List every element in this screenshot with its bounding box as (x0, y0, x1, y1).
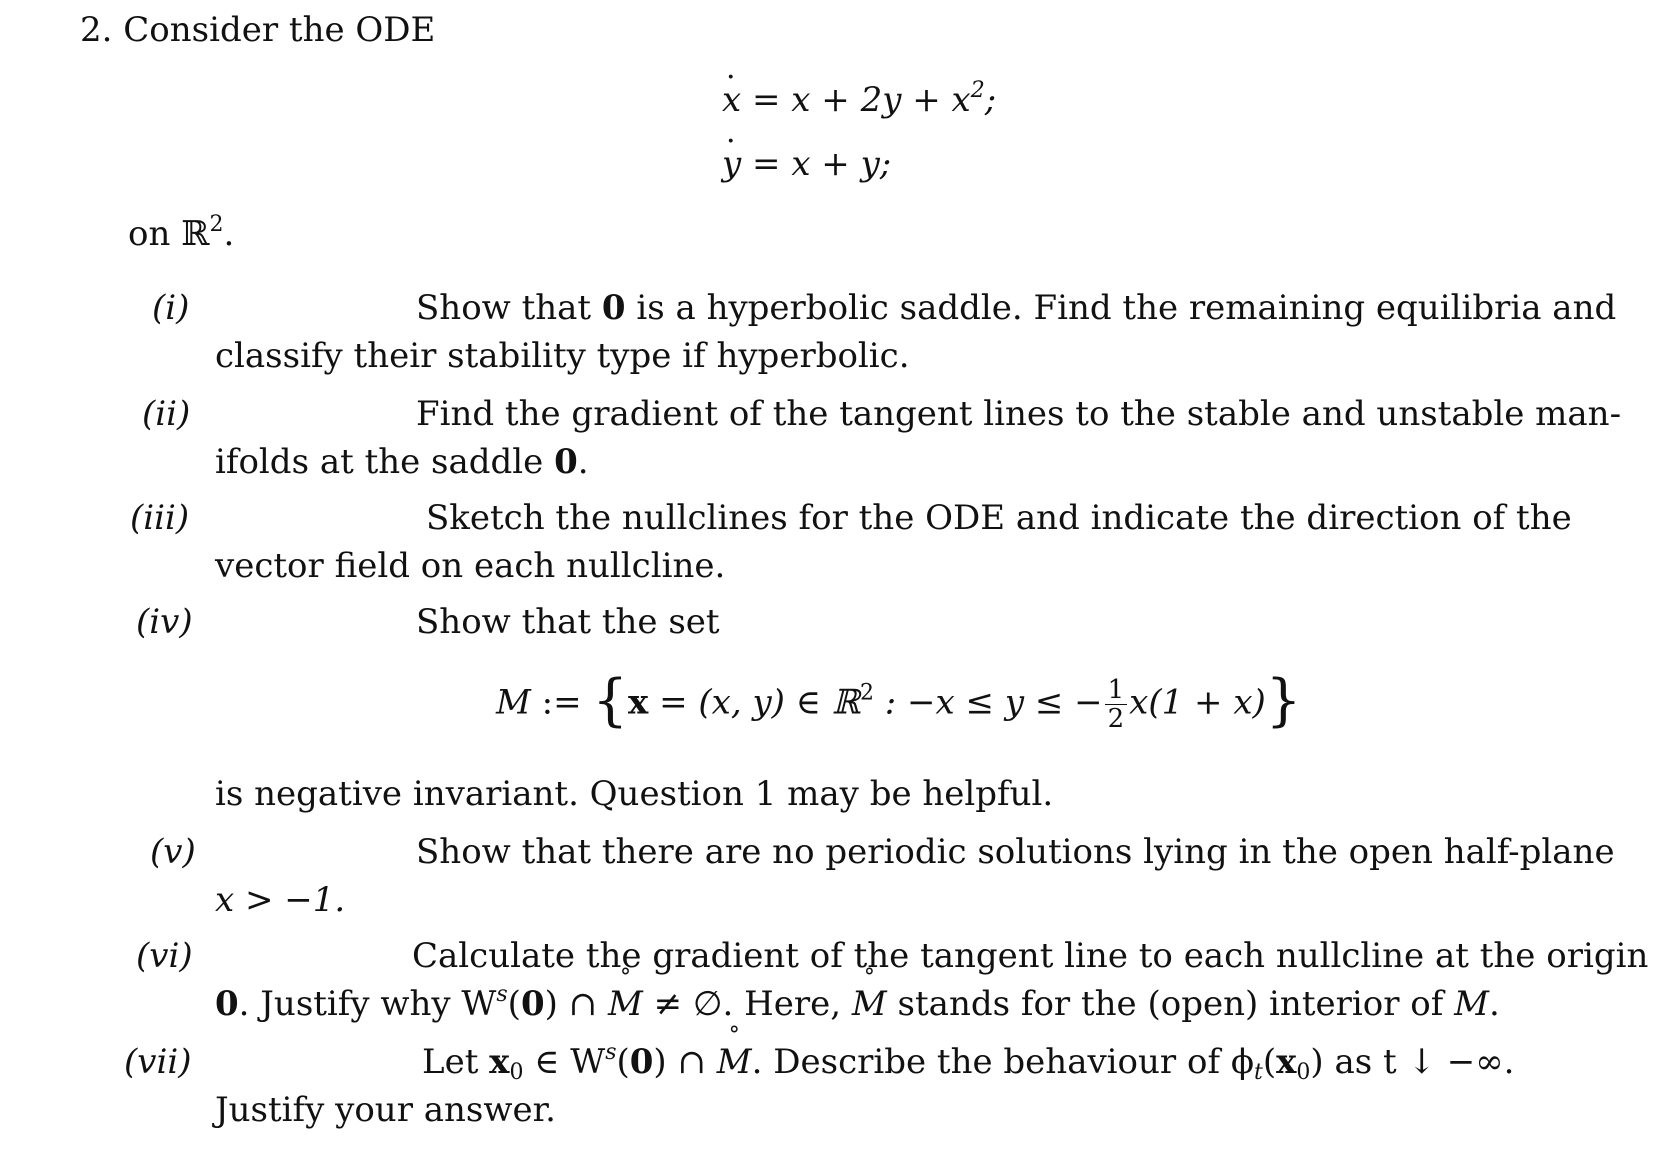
set-M-defeq: := (530, 682, 593, 723)
domain-set: ℝ (181, 214, 210, 254)
part-i-label: (i) (152, 288, 190, 328)
part-vii-line2: Justify your answer. (215, 1090, 556, 1130)
part-vii-text-f: ( (1262, 1042, 1277, 1082)
domain-exp: 2 (209, 212, 224, 237)
left-brace: { (592, 668, 629, 734)
part-iv-label: (iv) (136, 602, 193, 642)
part-vi-bold-zero: 0 (215, 984, 239, 1024)
fraction-one-half (1105, 676, 1128, 733)
domain-suffix: . (223, 214, 235, 254)
part-vii-text-g: ) as t ↓ −∞. (1310, 1042, 1515, 1082)
set-exp: 2 (859, 680, 874, 706)
part-vii-bold-zero: 0 (629, 1042, 654, 1082)
frac-num: 1 (1105, 676, 1128, 705)
part-iv-line2: is negative invariant. Question 1 may be helpful. (215, 774, 1054, 814)
eq1-end: ; (984, 80, 997, 120)
part-vii-sup-s: s (605, 1040, 617, 1065)
part-vi-M: M (1454, 984, 1489, 1024)
part-ii-text-b: . (577, 442, 589, 482)
part-vii-sub-0-2: 0 (1296, 1060, 1311, 1085)
part-iii-label: (iii) (130, 498, 190, 538)
part-ii-text-a: ifolds at the saddle (215, 442, 555, 482)
right-brace: } (1265, 668, 1302, 734)
set-mid: = (x, y) ∈ ℝ (648, 682, 860, 723)
part-i-text-a: Show that (416, 288, 602, 328)
part-vii-bold-x-2: x (1276, 1042, 1297, 1082)
part-vii-text-e: . Describe the behaviour of ϕ (751, 1042, 1255, 1082)
ode-equation-1 (722, 76, 996, 124)
frac-den: 2 (1107, 704, 1125, 734)
domain-prefix: on (128, 214, 182, 254)
eq2-rhs: = x + y; (741, 144, 892, 184)
question-heading (80, 6, 435, 54)
part-vii-sub-0: 0 (509, 1060, 524, 1085)
part-iv-line1: Show that the set (416, 602, 720, 642)
part-vii-sub-t: t (1254, 1060, 1263, 1085)
part-ii-line1: Find the gradient of the tangent lines to the stable and unstable man- (416, 394, 1622, 434)
part-ii-line2 (215, 438, 589, 486)
part-v-line2: x > −1. (215, 880, 346, 920)
part-v-line1: Show that there are no periodic solutions lying in the open half-plane (416, 832, 1615, 872)
part-vi-interior-M: M ° (608, 980, 643, 1028)
part-iii-line1: Sketch the nullclines for the ODE and indicate the direction of the (426, 498, 1572, 538)
set-bold-x: x (628, 682, 649, 723)
part-vi-text-c: ) ∩ (544, 984, 608, 1024)
domain-statement (128, 210, 234, 258)
eq2-lhs: y · (722, 140, 741, 188)
part-vii-bold-x: x (489, 1042, 510, 1082)
part-vii-label: (vii) (124, 1042, 192, 1082)
set-M-definition (496, 668, 1302, 734)
question-intro: Consider the ODE (123, 10, 436, 50)
part-vii-line1 (422, 1038, 1514, 1086)
part-vii-text-c: ( (616, 1042, 630, 1082)
part-i-line2: classify their stability type if hyperbolic. (215, 336, 910, 376)
part-vi-line2 (215, 980, 1500, 1028)
set-cond: : −x ≤ y ≤ − (873, 682, 1103, 723)
part-vi-text-e: stands for the (open) interior of (886, 984, 1455, 1024)
set-tail: x(1 + x) (1129, 682, 1266, 723)
part-vi-text-b: ( (507, 984, 521, 1024)
part-vi-text-f: . (1488, 984, 1500, 1024)
part-ii-label: (ii) (142, 394, 191, 434)
part-vi-sup-s: s (496, 982, 508, 1007)
part-v-label: (v) (150, 832, 196, 872)
ode-equation-2 (722, 140, 891, 188)
part-vii-text-b: ∈ W (523, 1042, 606, 1082)
part-vi-interior-M-2: M ° (852, 980, 887, 1028)
part-vii-text-a: Let (422, 1042, 490, 1082)
eq1-lhs: x · (722, 76, 741, 124)
part-vi-bold-zero-2: 0 (520, 984, 545, 1024)
part-i-bold-zero: 0 (601, 288, 626, 328)
part-vi-line1: Calculate the gradient of the tangent line to each nullcline at the origin (412, 936, 1649, 976)
part-iii-line2: vector field on each nullcline. (215, 546, 726, 586)
part-ii-bold-zero: 0 (554, 442, 578, 482)
part-i-text-b: is a hyperbolic saddle. Find the remaining equilibria and (625, 288, 1617, 328)
part-i-line1 (416, 284, 1616, 332)
part-vii-text-d: ) ∩ (653, 1042, 717, 1082)
eq1-rhs: = x + 2y + x (741, 80, 971, 120)
question-number: 2. (80, 10, 113, 50)
part-vii-interior-M: M ° (717, 1038, 752, 1086)
set-M-symbol: M (496, 682, 531, 723)
eq1-exp: 2 (970, 78, 985, 103)
part-vi-label: (vi) (136, 936, 193, 976)
part-vi-text-d: ≠ ∅. Here, (642, 984, 852, 1024)
part-vi-text-a: . Justify why W (238, 984, 497, 1024)
